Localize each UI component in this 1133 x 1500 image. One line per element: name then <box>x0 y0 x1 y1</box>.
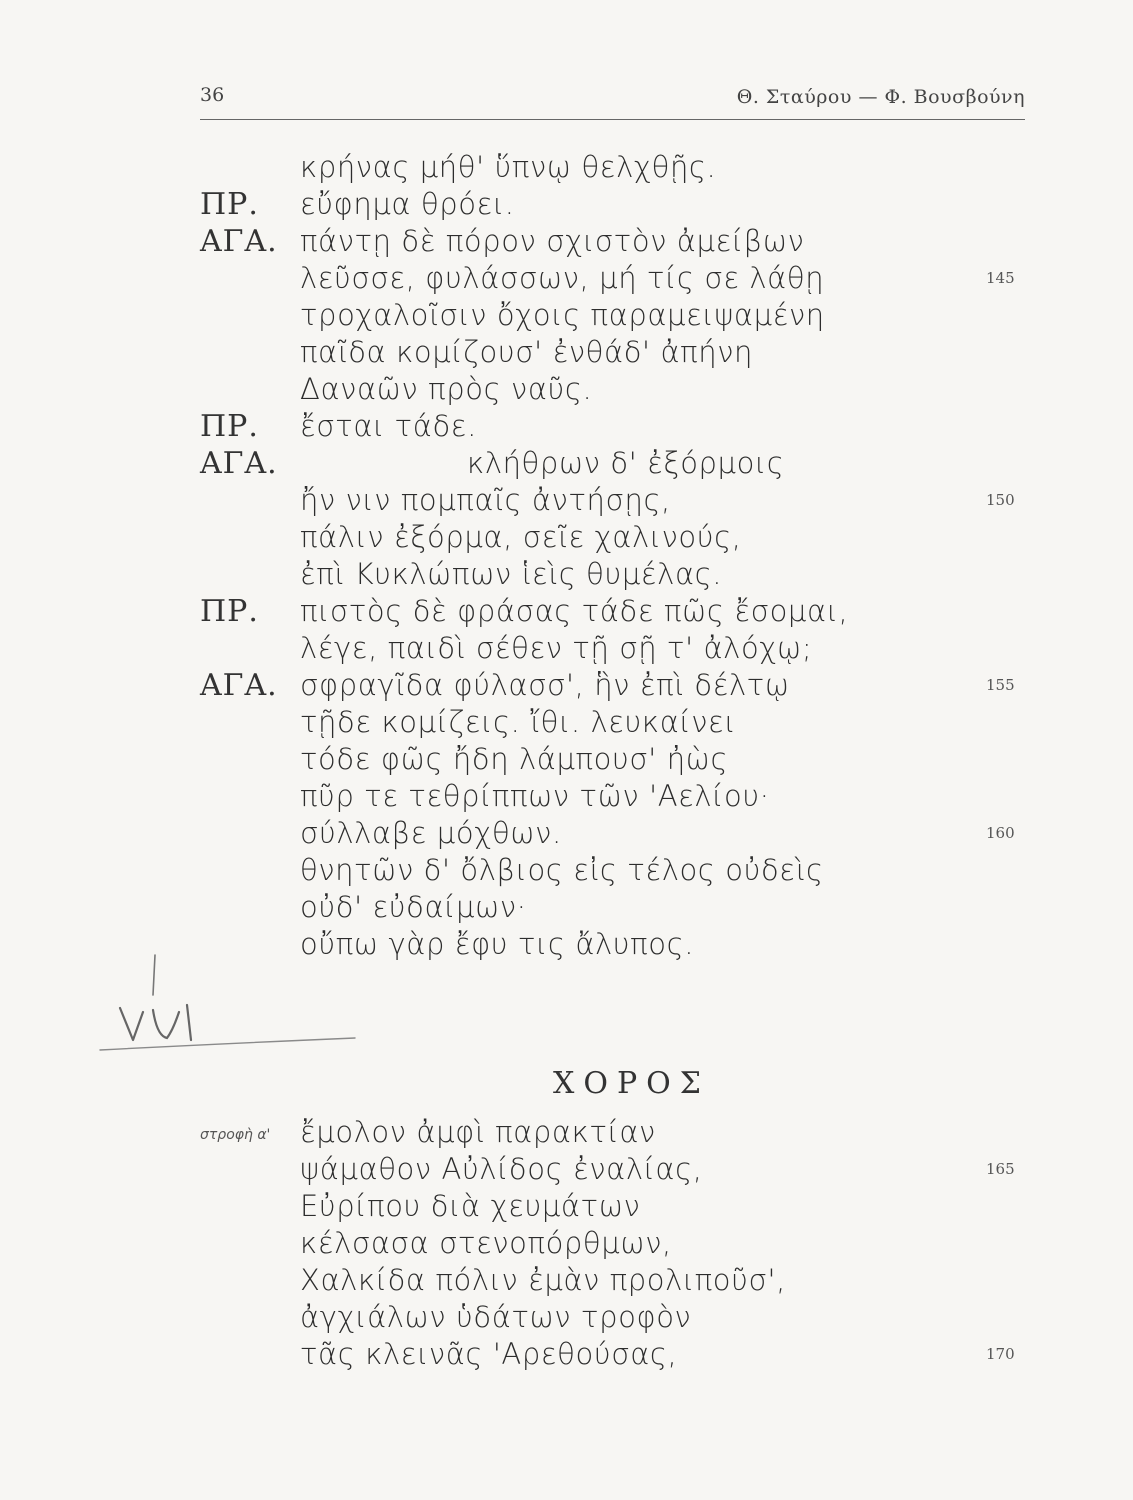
verse-text: Χαλκίδα πόλιν ἐμὰν προλιποῦσ', <box>300 1263 786 1297</box>
verse-line <box>0 372 1133 409</box>
verse-text: σύλλαβε μόχθων. <box>300 816 562 850</box>
verse-text: τᾶς κλεινᾶς 'Αρεθούσας, <box>300 1337 678 1371</box>
line-number: 155 <box>986 676 1015 694</box>
line-number: 145 <box>986 269 1015 287</box>
verse-text: κλήθρων δ' ἐξόρμοις <box>467 446 785 480</box>
verse-text: πάντῃ δὲ πόρον σχιστὸν ἀμείβων <box>300 224 805 258</box>
header-rule <box>200 119 1025 120</box>
verse-text: εὔφημα θρόει. <box>300 187 515 221</box>
verse-line <box>0 150 1133 187</box>
verse-text: ἔσται τάδε. <box>300 409 477 443</box>
verse-line <box>0 187 1133 224</box>
verse-text: ψάμαθον Αὐλίδος ἐναλίας, <box>300 1152 703 1186</box>
verse-text: πιστὸς δὲ φράσας τάδε πῶς ἔσομαι, <box>300 594 849 628</box>
verse-line <box>0 409 1133 446</box>
verse-text: τροχαλοῖσιν ὄχοις παραμειψαμένη <box>300 298 825 332</box>
verse-text: λέγε, παιδὶ σέθεν τῇ σῇ τ' ἀλόχῳ; <box>300 631 813 665</box>
verse-line <box>0 631 1133 668</box>
line-number: 150 <box>986 491 1015 509</box>
verse-text: ἔμολον ἀμφὶ παρακτίαν <box>300 1115 656 1149</box>
verse-line <box>0 853 1133 890</box>
verse-text: Δαναῶν πρὸς ναῦς. <box>300 372 593 406</box>
verse-text: κέλσασα στενοπόρθμων, <box>300 1226 672 1260</box>
verse-text: ἀγχιάλων ὑδάτων τροφὸν <box>300 1300 692 1334</box>
pencil-annotation <box>95 950 365 1060</box>
verse-text: τόδε φῶς ἤδη λάμπουσ' ἠὼς <box>300 742 729 776</box>
verse-text: θνητῶν δ' ὄλβιος εἰς τέλος οὐδεὶς <box>300 853 824 887</box>
speaker-label: ΑΓΑ. <box>200 446 278 481</box>
verse-line <box>0 1263 1133 1300</box>
verse-line <box>0 483 1133 520</box>
verse-text: οὐδ' εὐδαίμων· <box>300 890 527 924</box>
verse-line <box>0 261 1133 298</box>
verse-text: πάλιν ἐξόρμα, σεῖε χαλινούς, <box>300 520 742 554</box>
verse-line <box>0 668 1133 705</box>
line-number: 165 <box>986 1160 1015 1178</box>
line-number: 170 <box>986 1345 1015 1363</box>
verse-text: παῖδα κομίζουσ' ἐνθάδ' ἀπήνη <box>300 335 753 369</box>
verse-text: σφραγῖδα φύλασσ', ἣν ἐπὶ δέλτῳ <box>300 668 790 702</box>
verse-line <box>0 705 1133 742</box>
verse-text: λεῦσσε, φυλάσσων, μή τίς σε λάθῃ <box>300 261 825 295</box>
page-number: 36 <box>200 84 225 106</box>
verse-line <box>0 779 1133 816</box>
verse-line <box>0 557 1133 594</box>
verse-line <box>0 1337 1133 1374</box>
verse-line <box>0 446 1133 483</box>
speaker-label: ΑΓΑ. <box>200 668 278 703</box>
verse-text: πῦρ τε τεθρίππων τῶν 'Αελίου· <box>300 779 770 813</box>
verse-line <box>0 335 1133 372</box>
strophe-label: στροφὴ α' <box>200 1127 271 1143</box>
verse-text: οὔπω γὰρ ἔφυ τις ἄλυπος. <box>300 927 695 961</box>
verse-text: ἤν νιν πομπαῖς ἀντήσῃς, <box>300 483 671 517</box>
verse-text: κρήνας μήθ' ὕπνῳ θελχθῇς. <box>300 150 717 184</box>
verse-line <box>0 742 1133 779</box>
verse-line <box>0 890 1133 927</box>
speaker-label: ΑΓΑ. <box>200 224 278 259</box>
speaker-label: ΠΡ. <box>200 409 259 444</box>
verse-line <box>0 1226 1133 1263</box>
speaker-label: ΠΡ. <box>200 594 259 629</box>
verse-line <box>0 1189 1133 1226</box>
verse-line <box>0 520 1133 557</box>
verse-line <box>0 224 1133 261</box>
verse-text: τῇδε κομίζεις. ἴθι. λευκαίνει <box>300 705 737 739</box>
verse-line <box>0 816 1133 853</box>
running-head: Θ. Σταύρου — Φ. Βουσβούνη <box>736 86 1025 108</box>
verse-line <box>0 1115 1133 1152</box>
chorus-heading: ΧΟΡΟΣ <box>553 1066 710 1101</box>
verse-text: ἐπὶ Κυκλώπων ἱεὶς θυμέλας. <box>300 557 723 591</box>
line-number: 160 <box>986 824 1015 842</box>
verse-text: Εὐρίπου διὰ χευμάτων <box>300 1189 641 1223</box>
verse-line <box>0 1152 1133 1189</box>
verse-line <box>0 1300 1133 1337</box>
verse-line <box>0 298 1133 335</box>
speaker-label: ΠΡ. <box>200 187 259 222</box>
verse-line <box>0 594 1133 631</box>
